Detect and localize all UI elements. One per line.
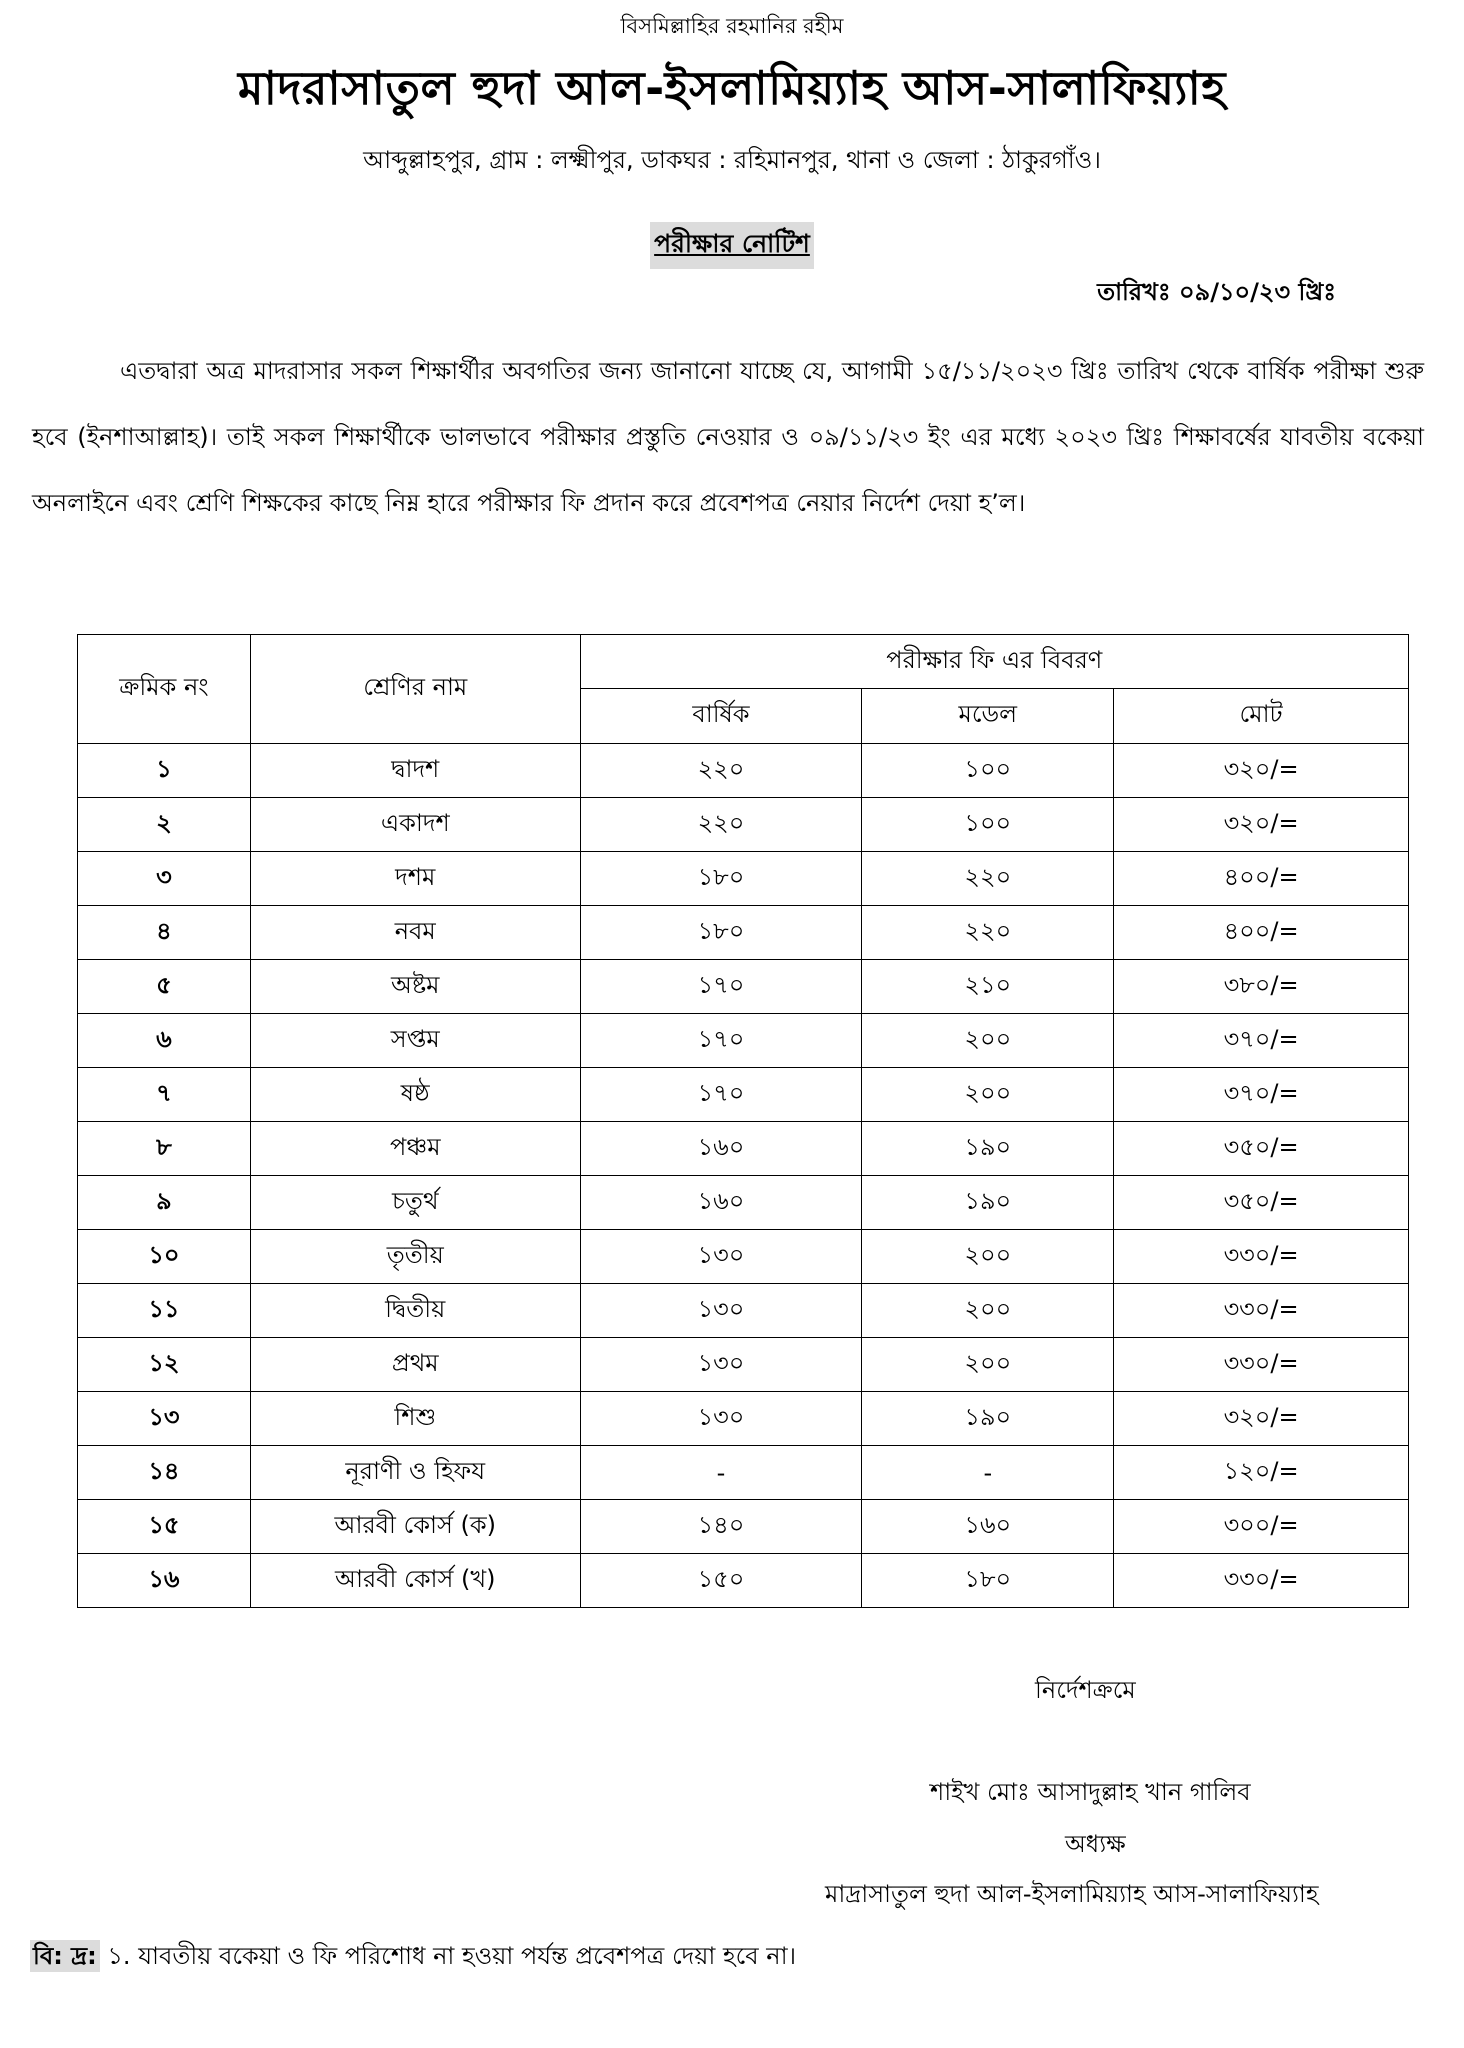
signer-organization: মাদ্রাসাতুল হুদা আল-ইসলামিয়্যাহ আস-সালাফিয়্যাহ [825,1880,1319,1908]
footnote-text: ১. যাবতীয় বকেয়া ও ফি পরিশোধ না হওয়া পর্যন্ত প্রবেশপত্র দেয়া হবে না। [99,1942,797,1970]
cell-class-name: প্রথম [250,1338,580,1392]
cell-class-name: দ্বাদশ [250,744,580,798]
cell-class-name: শিশু [250,1392,580,1446]
table-row [78,798,1409,852]
cell-model: ১০০ [862,744,1114,798]
cell-total: ১২০/= [1114,1446,1409,1500]
cell-total: ৩৭০/= [1114,1014,1409,1068]
cell-annual: ১৭০ [580,960,862,1014]
footnote [30,1938,796,1978]
cell-annual: ১৬০ [580,1176,862,1230]
cell-total: ৩৩০/= [1114,1284,1409,1338]
exam-fee-table [77,634,1409,1608]
cell-annual: ১৫০ [580,1554,862,1608]
cell-annual: ২২০ [580,744,862,798]
bismillah-line: বিসমিল্লাহির রহমানির রহীম [620,14,844,38]
cell-total: ৩০০/= [1114,1500,1409,1554]
cell-model: ২০০ [862,1284,1114,1338]
cell-annual: ১৭০ [580,1014,862,1068]
header-class-name: শ্রেণির নাম [250,635,580,744]
table-row [78,906,1409,960]
cell-model: ২২০ [862,852,1114,906]
cell-serial: ২ [78,798,251,852]
cell-serial: ৮ [78,1122,251,1176]
school-name: মাদরাসাতুল হুদা আল-ইসলামিয়্যাহ আস-সালাফিয়্যাহ [238,61,1226,115]
cell-total: ৩৭০/= [1114,1068,1409,1122]
cell-serial: ১০ [78,1230,251,1284]
table-row [78,1554,1409,1608]
cell-total: ৩৩০/= [1114,1338,1409,1392]
cell-model: ১০০ [862,798,1114,852]
notice-date: তারিখঃ ০৯/১০/২৩ খ্রিঃ [1097,278,1336,306]
header-total: মোট [1114,689,1409,744]
school-address: আব্দুল্লাহপুর, গ্রাম : লক্ষ্মীপুর, ডাকঘর : রহিমানপুর, থানা ও জেলা : ঠাকুরগাঁও। [363,146,1101,174]
cell-total: ৩৫০/= [1114,1176,1409,1230]
cell-class-name: ষষ্ঠ [250,1068,580,1122]
signer-title: অধ্যক্ষ [1065,1830,1126,1858]
cell-class-name: দশম [250,852,580,906]
notice-title-wrap [0,222,1464,269]
cell-serial: ১৫ [78,1500,251,1554]
fee-table-body [78,744,1409,1608]
cell-class-name: নবম [250,906,580,960]
cell-serial: ১২ [78,1338,251,1392]
table-row [78,1176,1409,1230]
cell-class-name: সপ্তম [250,1014,580,1068]
cell-serial: ৭ [78,1068,251,1122]
cell-model: ১৮০ [862,1554,1114,1608]
cell-total: ৩২০/= [1114,798,1409,852]
cell-annual: ১৩০ [580,1392,862,1446]
cell-model: ২০০ [862,1068,1114,1122]
header-serial: ক্রমিক নং [78,635,251,744]
header-fee-group: পরীক্ষার ফি এর বিবরণ [580,635,1408,689]
cell-annual: ১৭০ [580,1068,862,1122]
cell-total: ৩২০/= [1114,1392,1409,1446]
cell-total: ৩২০/= [1114,744,1409,798]
cell-total: ৩৩০/= [1114,1230,1409,1284]
table-row [78,1446,1409,1500]
cell-serial: ৯ [78,1176,251,1230]
table-row [78,960,1409,1014]
cell-serial: ৪ [78,906,251,960]
cell-annual: ১৩০ [580,1284,862,1338]
cell-model: ১৯০ [862,1392,1114,1446]
cell-class-name: পঞ্চম [250,1122,580,1176]
table-row [78,1392,1409,1446]
cell-model: ১৬০ [862,1500,1114,1554]
cell-class-name: দ্বিতীয় [250,1284,580,1338]
table-row [78,1230,1409,1284]
cell-class-name: আরবী কোর্স (খ) [250,1554,580,1608]
cell-serial: ১১ [78,1284,251,1338]
cell-serial: ৫ [78,960,251,1014]
table-row [78,744,1409,798]
cell-class-name: অষ্টম [250,960,580,1014]
header-annual: বার্ষিক [580,689,862,744]
cell-class-name: নূরাণী ও হিফয [250,1446,580,1500]
cell-class-name: তৃতীয় [250,1230,580,1284]
cell-total: ৩৩০/= [1114,1554,1409,1608]
cell-serial: ১৩ [78,1392,251,1446]
notice-body [32,338,1424,536]
notice-body-text: এতদ্বারা অত্র মাদরাসার সকল শিক্ষার্থীর অবগতির জন্য জানানো যাচ্ছে যে, আগামী ১৫/১১/২০২৩ খ্রিঃ তারিখ থেকে বার্ষিক পরীক্ষা শুরু হবে (ইনশাআল্লাহ)। তাই সকল শিক্ষার্থীকে ভালভাবে পরীক্ষার প্রস্তুতি নেওয়ার ও ০৯/১১/২৩ ইং এর মধ্যে ২০২৩ খ্রিঃ শিক্ষাবর্ষের যাবতীয় বকেয়া অনলাইনে এবং শ্রেণি শিক্ষকের কাছে নিম্ন হারে পরীক্ষার ফি প্রদান করে প্রবেশপত্র নেয়ার নির্দেশ দেয়া হ’ল। [32,357,1424,517]
notice-title: পরীক্ষার নোটিশ [650,222,814,269]
cell-class-name: একাদশ [250,798,580,852]
table-row [78,1338,1409,1392]
cell-annual: ১৮০ [580,906,862,960]
footnote-label: বি: দ্র: [30,1940,100,1972]
cell-serial: ১৪ [78,1446,251,1500]
header-model: মডেল [862,689,1114,744]
cell-model: ১৯০ [862,1176,1114,1230]
cell-model: ২০০ [862,1014,1114,1068]
table-row [78,1014,1409,1068]
cell-model: ২১০ [862,960,1114,1014]
cell-model: ২০০ [862,1338,1114,1392]
cell-serial: ১ [78,744,251,798]
cell-model: ২০০ [862,1230,1114,1284]
cell-total: ৩৫০/= [1114,1122,1409,1176]
cell-class-name: চতুর্থ [250,1176,580,1230]
cell-total: ৩৮০/= [1114,960,1409,1014]
signer-name: শাইখ মোঃ আসাদুল্লাহ খান গালিব [930,1778,1251,1806]
table-row [78,1122,1409,1176]
cell-annual: ১৮০ [580,852,862,906]
cell-model: ২২০ [862,906,1114,960]
cell-annual: ২২০ [580,798,862,852]
cell-serial: ৩ [78,852,251,906]
order-label: নির্দেশক্রমে [1035,1676,1136,1704]
cell-model: ১৯০ [862,1122,1114,1176]
table-row [78,852,1409,906]
cell-annual: ১৩০ [580,1338,862,1392]
cell-total: ৪০০/= [1114,906,1409,960]
table-row [78,1284,1409,1338]
cell-annual: ১৩০ [580,1230,862,1284]
cell-annual: ১৬০ [580,1122,862,1176]
cell-total: ৪০০/= [1114,852,1409,906]
cell-model: - [862,1446,1114,1500]
cell-annual: - [580,1446,862,1500]
table-row [78,1500,1409,1554]
cell-serial: ১৬ [78,1554,251,1608]
cell-annual: ১৪০ [580,1500,862,1554]
cell-serial: ৬ [78,1014,251,1068]
table-row [78,1068,1409,1122]
cell-class-name: আরবী কোর্স (ক) [250,1500,580,1554]
